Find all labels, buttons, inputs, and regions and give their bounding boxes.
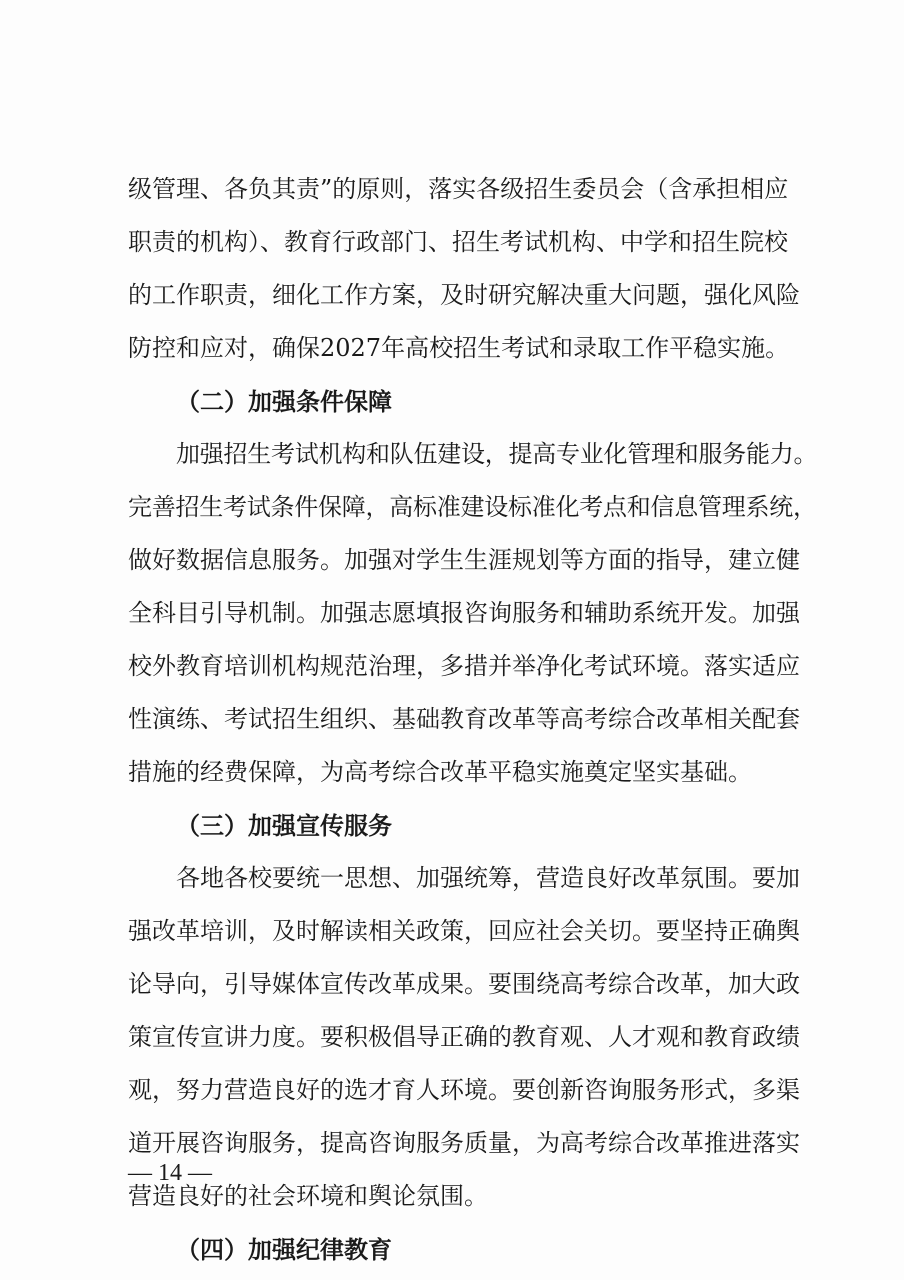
text-line: 营造良好的社会环境和舆论氛围。 — [128, 1182, 488, 1210]
document-body — [128, 163, 818, 1276]
text-line: 论导向，引导媒体宣传改革成果。要围绕高考综合改革，加大政 — [128, 970, 800, 998]
text-line: 性演练、考试招生组织、基础教育改革等高考综合改革相关配套 — [128, 705, 800, 733]
text-line: 校外教育培训机构规范治理，多措并举净化考试环境。落实适应 — [128, 652, 800, 680]
text-line: 级管理、各负其责”的原则，落实各级招生委员会（含承担相应 — [128, 175, 789, 203]
text-line: 措施的经费保障，为高考综合改革平稳实施奠定坚实基础。 — [128, 758, 752, 786]
text-line: 全科目引导机制。加强志愿填报咨询服务和辅助系统开发。加强 — [128, 599, 800, 627]
text-line: 道开展咨询服务，提高咨询服务质量，为高考综合改革推进落实 — [128, 1129, 800, 1157]
text-line: 观，努力营造良好的选才育人环境。要创新咨询服务形式，多渠 — [128, 1076, 800, 1104]
text-line: 的工作职责，细化工作方案，及时研究解决重大问题，强化风险 — [128, 281, 800, 309]
page-number: — 14 — — [128, 1160, 212, 1186]
paragraph — [128, 852, 818, 1223]
text-line: 策宣传宣讲力度。要积极倡导正确的教育观、人才观和教育政绩 — [128, 1023, 800, 1051]
text-line: 强改革培训，及时解读相关政策，回应社会关切。要坚持正确舆 — [128, 917, 800, 945]
text-line: 做好数据信息服务。加强对学生生涯规划等方面的指导，建立健 — [128, 546, 800, 574]
section-heading: （四）加强纪律教育 — [176, 1235, 392, 1264]
section-heading: （二）加强条件保障 — [176, 387, 392, 416]
text-line: 防控和应对，确保2027年高校招生考试和录取工作平稳实施。 — [128, 334, 790, 362]
paragraph-continuation — [128, 163, 818, 375]
text-line: 职责的机构）、教育行政部门、招生考试机构、中学和招生院校 — [128, 228, 788, 256]
paragraph — [128, 428, 818, 799]
section-heading: （三）加强宣传服务 — [176, 811, 392, 840]
text-line: 完善招生考试条件保障，高标准建设标准化考点和信息管理系统， — [128, 493, 817, 521]
text-line: 加强招生考试机构和队伍建设，提高专业化管理和服务能力。 — [176, 440, 818, 468]
text-line: 各地各校要统一思想、加强统筹，营造良好改革氛围。要加 — [176, 864, 800, 892]
